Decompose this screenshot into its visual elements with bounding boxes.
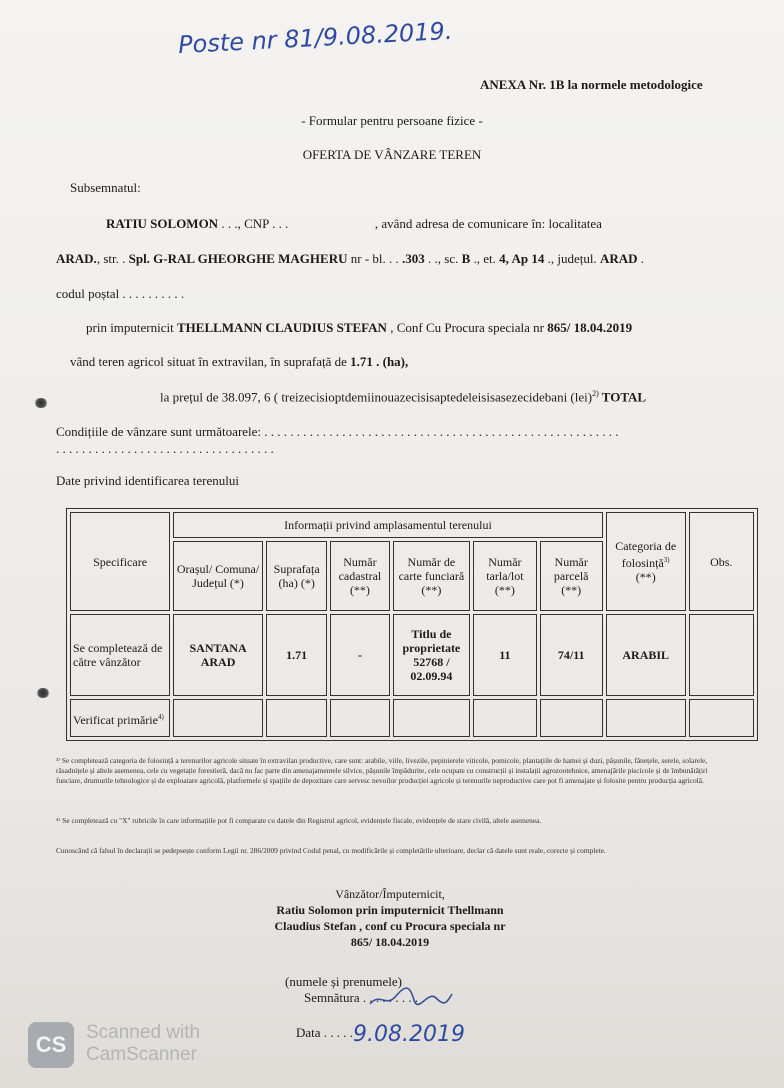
representative-line: [86, 320, 632, 336]
row-verified-label: [70, 699, 170, 737]
block-label: nr - bl. . .: [347, 251, 403, 266]
name-label: (numele și prenumele): [285, 974, 402, 989]
empty-cell: [473, 699, 536, 737]
table-header-row: [70, 512, 754, 538]
header-city: Orașul/ Comuna/ Județul (*): [173, 541, 263, 611]
header-obs: Obs.: [689, 512, 754, 611]
header-specificare: Specificare: [70, 512, 170, 611]
seller-line: [106, 216, 602, 232]
declaration: Cunoscând că falsul în declarații se pedepsește conform Legii nr. 286/2009 privind Codul penal, cu modificările și completările ulterioare, declar că datele sunt reale, corecte și complete.: [56, 846, 606, 855]
signature-line-3: 865/ 18.04.2019: [350, 935, 430, 949]
identification-heading: Date privind identificarea terenului: [56, 473, 240, 488]
punch-hole: [36, 688, 50, 698]
cell-city: SANTANA ARAD: [173, 614, 263, 696]
categoria-star: (**): [635, 570, 656, 584]
staircase: B: [461, 251, 471, 266]
date-label: Data . . . . .: [296, 1025, 354, 1040]
cell-obs: [689, 614, 754, 696]
price-label: la prețul de: [160, 389, 222, 405]
signature-line-1: Ratiu Solomon prin imputernicit Thellmann: [276, 903, 504, 917]
procura-number: 865/ 18.04.2019: [547, 320, 633, 335]
empty-cell: [266, 699, 327, 737]
conditions-line: Condițiile de vânzare sunt următoarele: . . . . . . . . . . . . . . . . . . . . . . . . . . . . . . . . . . . . . . . . . . . . . . . . . . . . . . .: [56, 424, 619, 439]
cell-tarla: 11: [473, 614, 536, 696]
cell-parcel: 74/11: [540, 614, 603, 696]
date-line: [296, 1018, 466, 1047]
seller-name: RATIU SOLOMON: [106, 216, 219, 231]
subsemnatul-label: Subsemnatul:: [70, 180, 141, 195]
empty-cell: [173, 699, 263, 737]
signature-label: Semnătura . . . . . . . . .: [304, 990, 419, 1005]
signature-line-2: Claudius Stefan , conf cu Procura speciala nr: [274, 919, 506, 933]
representative-name: THELLMANN CLAUDIUS STEFAN: [176, 320, 387, 335]
header-surface: Suprafața (ha) (*): [266, 541, 327, 611]
procura-label: , Conf Cu Procura speciala nr: [386, 320, 548, 335]
verified-footnote-ref: 4): [157, 712, 164, 721]
categoria-text: Categoria de folosință: [615, 539, 677, 570]
street: Spl. G-RAL GHEORGHE MAGHERU: [128, 251, 348, 266]
cell-surface: 1.71: [266, 614, 327, 696]
cnp-field: . . ., CNP . . .: [218, 216, 292, 231]
annex-title: ANEXA Nr. 1B la normele metodologice: [480, 77, 703, 92]
camscanner-logo: CS: [28, 1022, 74, 1068]
staircase-label: . ., sc.: [424, 251, 462, 266]
footnote-4: ⁴⁾ Se completează cu "X" rubricile în care informațiile pot fi comparate cu datele din Registrul agricol, evidențele fiscale, evidențele de stare civilă, altele asemenea.: [56, 816, 542, 825]
signature-block: [220, 886, 560, 950]
cell-cadastral: -: [330, 614, 389, 696]
verified-text: Verificat primărie: [73, 712, 158, 727]
surface-line: [70, 354, 408, 370]
empty-cell: [606, 699, 686, 737]
table-row: [70, 699, 754, 737]
watermark-line-1: Scanned with: [86, 1022, 201, 1043]
header-parcel: Număr parcelă (**): [540, 541, 603, 611]
empty-cell: [393, 699, 471, 737]
surface-value: 1.71 . (ha),: [350, 354, 409, 369]
cell-category: ARABIL: [606, 614, 686, 696]
street-label: , str. .: [96, 251, 129, 266]
handwritten-registration: Poste nr 81/9.08.2019.: [177, 16, 454, 60]
floor-label: ., et.: [470, 251, 500, 266]
header-cadastral: Număr cadastral (**): [330, 541, 389, 611]
form-subtitle: - Formular pentru persoane fizice -: [301, 113, 483, 128]
header-tarla: Număr tarla/lot (**): [473, 541, 536, 611]
header-categoria: [606, 512, 686, 611]
empty-cell: [540, 699, 603, 737]
camscanner-watermark: [86, 1022, 200, 1066]
row-seller-label: Se completează de către vânzător: [70, 614, 170, 696]
county: ARAD: [599, 251, 638, 266]
price-footnote-ref: 2): [592, 389, 599, 398]
categoria-footnote-ref: 3): [663, 556, 670, 564]
empty-cell: [689, 699, 754, 737]
price-line: [160, 389, 646, 405]
watermark-line-2: CamScanner: [86, 1044, 197, 1065]
handwritten-date: 9.08.2019: [353, 1022, 466, 1047]
signature-role: Vânzător/Împuternicit,: [335, 887, 445, 901]
cell-land-book: Titlu de proprietate 52768 / 02.09.94: [393, 614, 471, 696]
price-total: TOTAL: [598, 389, 647, 405]
floor-apartment: 4, Ap 14: [499, 251, 545, 266]
land-identification-table: [66, 508, 758, 741]
surface-prefix: vând teren agricol situat în extravilan, în suprafață de: [70, 354, 351, 369]
punch-hole: [34, 398, 48, 408]
address-line: [56, 251, 644, 267]
handwritten-signature: [366, 982, 456, 1012]
table-row: [70, 614, 754, 696]
header-land-book: Număr de carte funciară (**): [393, 541, 471, 611]
footnote-3: ³⁾ Se completează categoria de folosință a terenurilor agricole situate în extravilan productive, care sunt: arabile, viile, livezile, pepinierele viticole, pomicole, plantațiile de hamei și duzi, pășunile, fânețele, serele, solarele, răsadnițele și altele asemenea, cele cu vegetație forestieră, dacă nu fac parte din amenajamentele silvice, pășunile împădurite, cele ocupate cu construcții și instalații agrozootehnice, amenajările piscicole și de îmbunătățiri funciare, drumurile tehnologice și de exploatare agricolă, platformele și spațiile de depozitare care servesc nevoilor producției agricole și terenurile neproductive care pot fi amenajate și folosite pentru producția agricolă.: [56, 756, 708, 785]
county-label: ., județul.: [544, 251, 600, 266]
block: .303: [402, 251, 425, 266]
city: ARAD.: [56, 251, 97, 266]
address-intro: , având adresa de comunicare în: localitatea: [371, 216, 602, 231]
price-value: 38.097, 6 ( treizecisioptdemiinouazecisisaptedeleisisasezecidebani (lei): [221, 389, 593, 405]
address-end: .: [637, 251, 644, 266]
empty-cell: [330, 699, 389, 737]
form-title: OFERTA DE VÂNZARE TEREN: [302, 147, 482, 162]
representative-prefix: prin imputernicit: [86, 320, 177, 335]
conditions-line-2: . . . . . . . . . . . . . . . . . . . . . . . . . . . . . . . . . .: [56, 441, 274, 456]
header-location-group: Informații privind amplasamentul terenului: [173, 512, 603, 538]
postal-code: codul poștal . . . . . . . . . .: [56, 286, 185, 301]
